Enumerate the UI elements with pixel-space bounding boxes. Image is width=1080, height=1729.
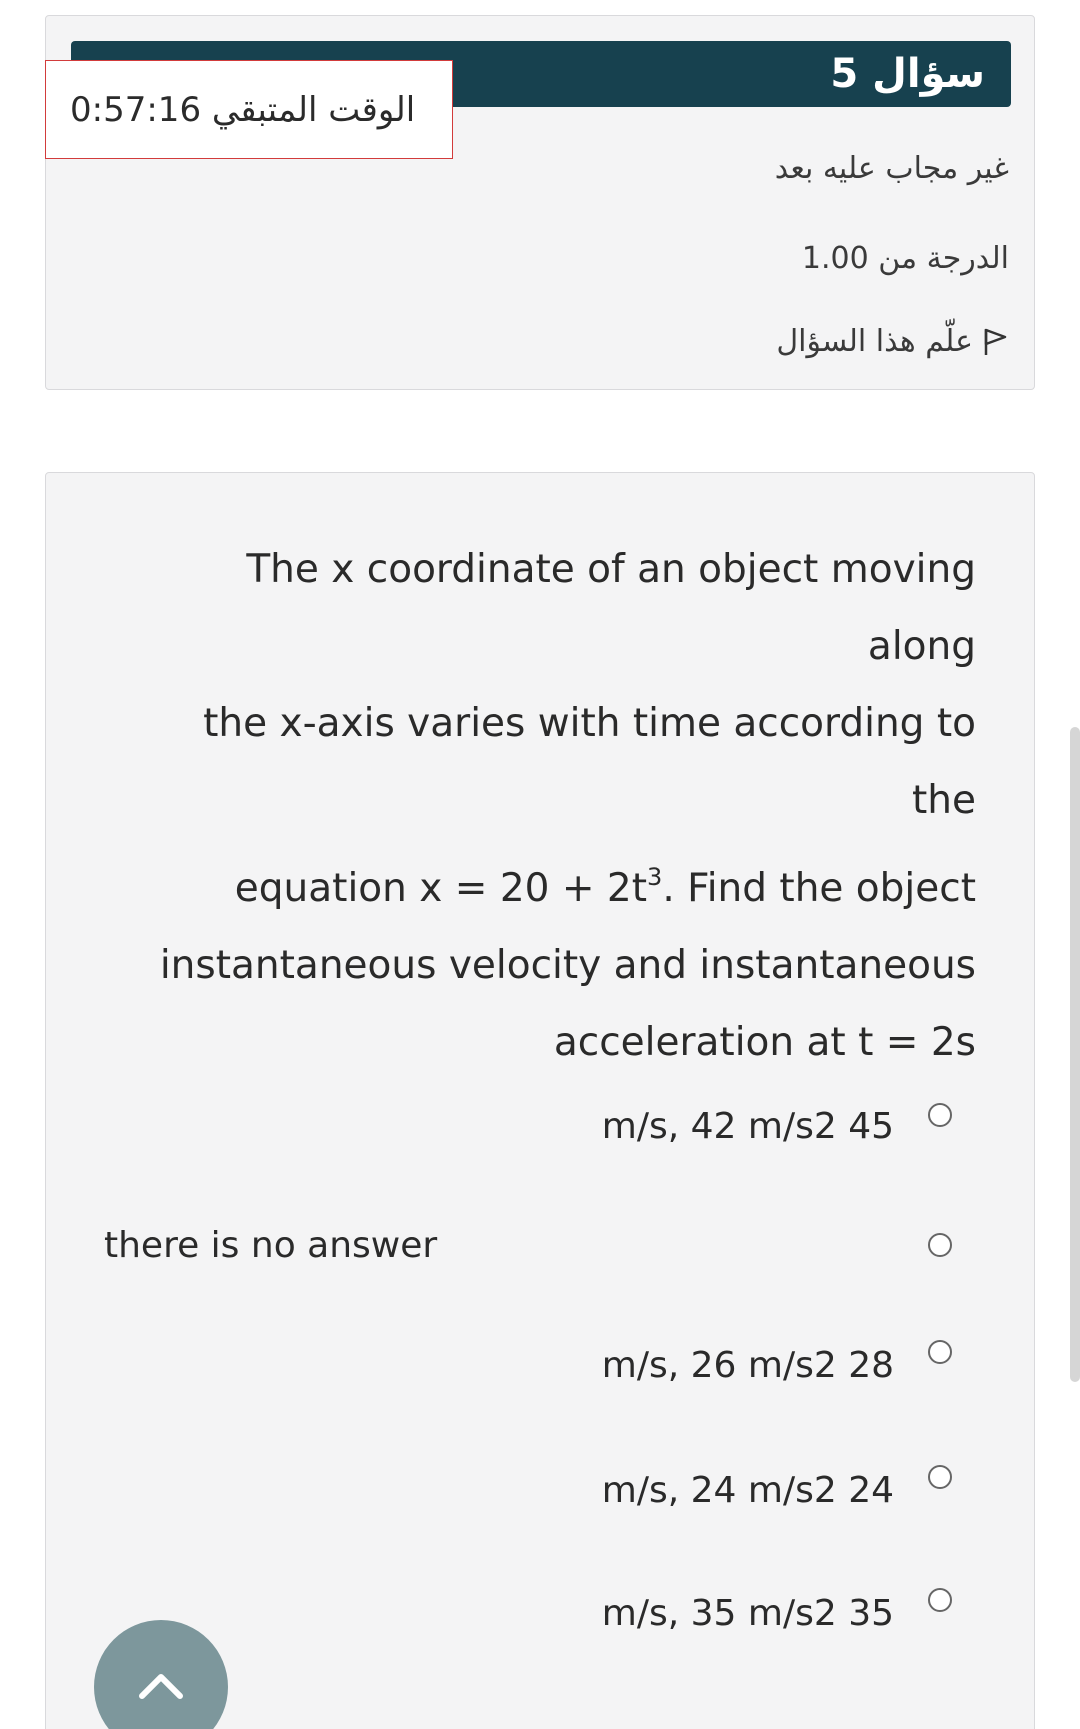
answer-option-label: m/s, 42 m/s2 45 [601,1106,894,1147]
answer-option-label: there is no answer [104,1225,438,1266]
answer-option-label: m/s, 26 m/s2 28 [601,1345,894,1386]
question-line: instantaneous velocity and instantaneous [159,943,976,988]
equation-text: equation x = 20 + 2t [234,866,648,911]
question-line-tail: . Find the object [662,866,976,911]
radio-icon[interactable] [928,1588,952,1612]
radio-icon[interactable] [928,1340,952,1364]
question-card [45,472,1035,1729]
answer-option[interactable] [602,1106,894,1147]
answer-option-label: m/s, 35 m/s2 35 [601,1593,894,1634]
flag-question-link[interactable] [776,324,1009,359]
question-grade: الدرجة من 1.00 [801,241,1009,276]
flag-icon [981,327,1009,357]
question-number: سؤال 5 [830,51,985,97]
question-status: غير مجاب عليه بعد [774,151,1009,186]
time-remaining-box [45,60,453,159]
question-line [136,839,976,927]
time-remaining: الوقت المتبقي 0:57:16 [70,90,416,130]
question-line: the x-axis varies with time according to the [203,701,976,823]
question-line: acceleration at t = 2s [553,1020,976,1065]
answer-option[interactable] [602,1470,894,1511]
answer-option[interactable] [104,1225,437,1266]
exponent: 3 [647,863,663,891]
radio-icon[interactable] [928,1465,952,1489]
answer-option-label: m/s, 24 m/s2 24 [601,1470,894,1511]
radio-icon[interactable] [928,1103,952,1127]
radio-icon[interactable] [928,1233,952,1257]
question-line: The x coordinate of an object moving along [246,547,976,669]
chevron-up-icon [136,1668,186,1702]
answer-option[interactable] [602,1345,894,1386]
flag-question-label: علّم هذا السؤال [776,324,973,359]
question-text [136,531,976,1081]
answer-option[interactable] [602,1593,894,1634]
scrollbar[interactable] [1070,727,1080,1382]
